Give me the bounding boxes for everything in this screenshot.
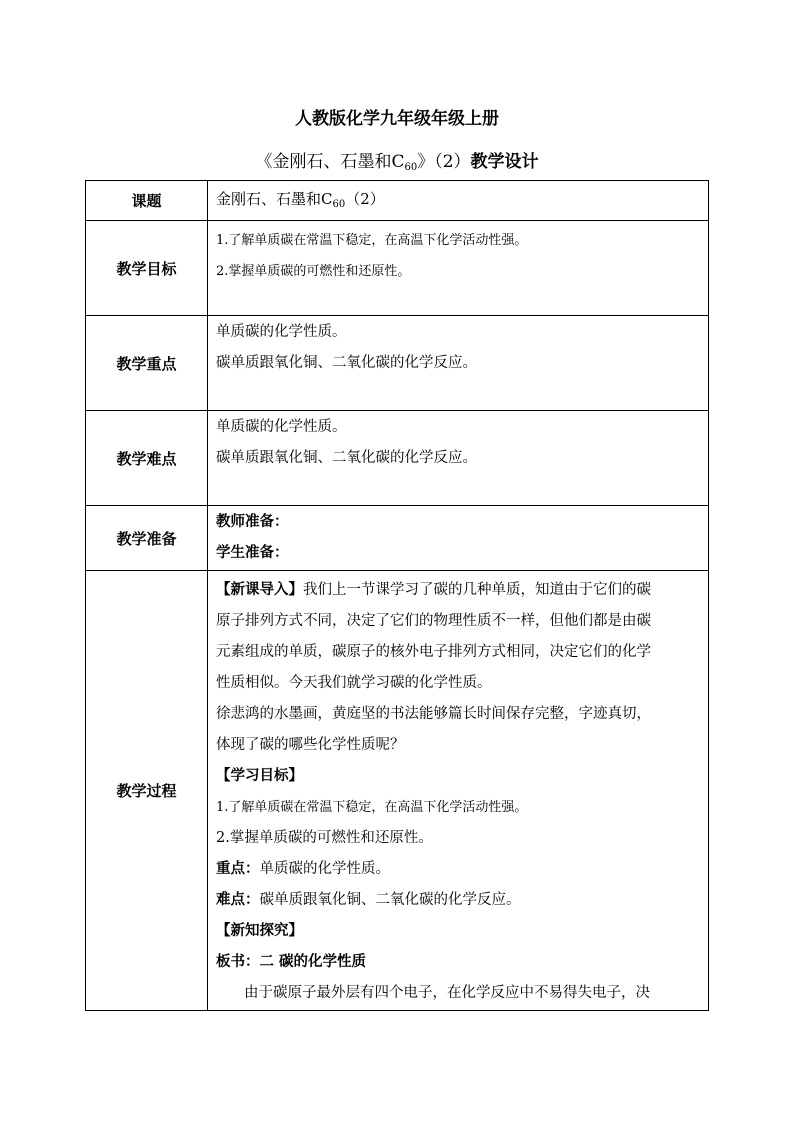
- board-line: [216, 947, 700, 978]
- intro-tag: 【新课导入】: [216, 582, 303, 598]
- lesson-plan-table: [85, 180, 709, 1011]
- teacher-preparation: 教师准备：: [216, 514, 289, 530]
- subtitle-subscript: 60: [404, 162, 418, 173]
- label-process: 教学过程: [86, 571, 208, 1011]
- subtitle-bold: 教学设计: [470, 152, 539, 172]
- label-preparation: 教学准备: [86, 506, 208, 571]
- key-label: 重点：: [216, 861, 260, 877]
- row-key-points: [86, 316, 709, 411]
- difficulty-text: 碳单质跟氧化铜、二氧化碳的化学反应。: [259, 892, 521, 908]
- value-process: [208, 571, 709, 1011]
- value-key-points: [208, 316, 709, 411]
- difficulty-line: [216, 885, 700, 916]
- intro-line-1: [216, 575, 700, 606]
- label-objectives: 教学目标: [86, 221, 208, 316]
- goals-tag: 【学习目标】: [216, 768, 303, 784]
- intro-line-2: 原子排列方式不同，决定了它们的物理性质不一样，但他们都是由碳: [216, 613, 651, 629]
- difficulty-line-1: 单质碳的化学性质。: [216, 419, 347, 435]
- topic-prefix: 金刚石、石墨和C: [216, 190, 333, 208]
- key-point-line-1: 单质碳的化学性质。: [216, 324, 347, 340]
- value-objectives: [208, 221, 709, 316]
- intro-line-4: 性质相似。今天我们就学习碳的化学性质。: [216, 675, 492, 691]
- topic-suffix: （2）: [345, 190, 385, 208]
- difficulty-line-2: 碳单质跟氧化铜、二氧化碳的化学反应。: [216, 450, 477, 466]
- difficulty-label: 难点：: [216, 892, 260, 908]
- value-preparation: [208, 506, 709, 571]
- question-line-2: 体现了碳的哪些化学性质呢？: [216, 737, 405, 753]
- goal-line-2: 2.掌握单质碳的可燃性和还原性。: [216, 830, 433, 846]
- row-difficulties: [86, 411, 709, 506]
- key-text: 单质碳的化学性质。: [259, 861, 390, 877]
- value-topic: [208, 181, 709, 221]
- key-point-line-2: 碳单质跟氧化铜、二氧化碳的化学反应。: [216, 355, 477, 371]
- objective-line-1: 1.了解单质碳在常温下稳定，在高温下化学活动性强。: [216, 233, 528, 248]
- label-key-points: 教学重点: [86, 316, 208, 411]
- subtitle-middle: 》（2）: [417, 152, 471, 172]
- subtitle-prefix: 《金刚石、石墨和C: [255, 152, 405, 172]
- intro-text-1: 我们上一节课学习了碳的几种单质，知道由于它们的碳: [303, 582, 651, 598]
- document-title: 人教版化学九年级年级上册: [295, 109, 499, 129]
- student-preparation: 学生准备：: [216, 545, 289, 561]
- goal-line-1: 1.了解单质碳在常温下稳定，在高温下化学活动性强。: [216, 800, 528, 815]
- document-subtitle: [0, 147, 794, 173]
- board-label: 板书：: [216, 954, 260, 970]
- row-process: [86, 571, 709, 1011]
- objective-line-2: 2.掌握单质碳的可燃性和还原性。: [216, 264, 411, 279]
- question-line-1: 徐悲鸿的水墨画，黄庭坚的书法能够篇长时间保存完整，字迹真切，: [216, 706, 651, 722]
- row-objectives: [86, 221, 709, 316]
- board-text: 二 碳的化学性质: [259, 954, 367, 970]
- intro-line-3: 元素组成的单质，碳原子的核外电子排列方式相同，决定它们的化学: [216, 644, 651, 660]
- label-topic: 课题: [86, 181, 208, 221]
- row-preparation: [86, 506, 709, 571]
- value-difficulties: [208, 411, 709, 506]
- explore-tag: 【新知探究】: [216, 923, 303, 939]
- label-difficulties: 教学难点: [86, 411, 208, 506]
- row-topic: [86, 181, 709, 221]
- topic-subscript: 60: [332, 199, 346, 210]
- last-line: 由于碳原子最外层有四个电子，在化学反应中不易得失电子，决: [244, 985, 650, 1001]
- key-line: [216, 854, 700, 885]
